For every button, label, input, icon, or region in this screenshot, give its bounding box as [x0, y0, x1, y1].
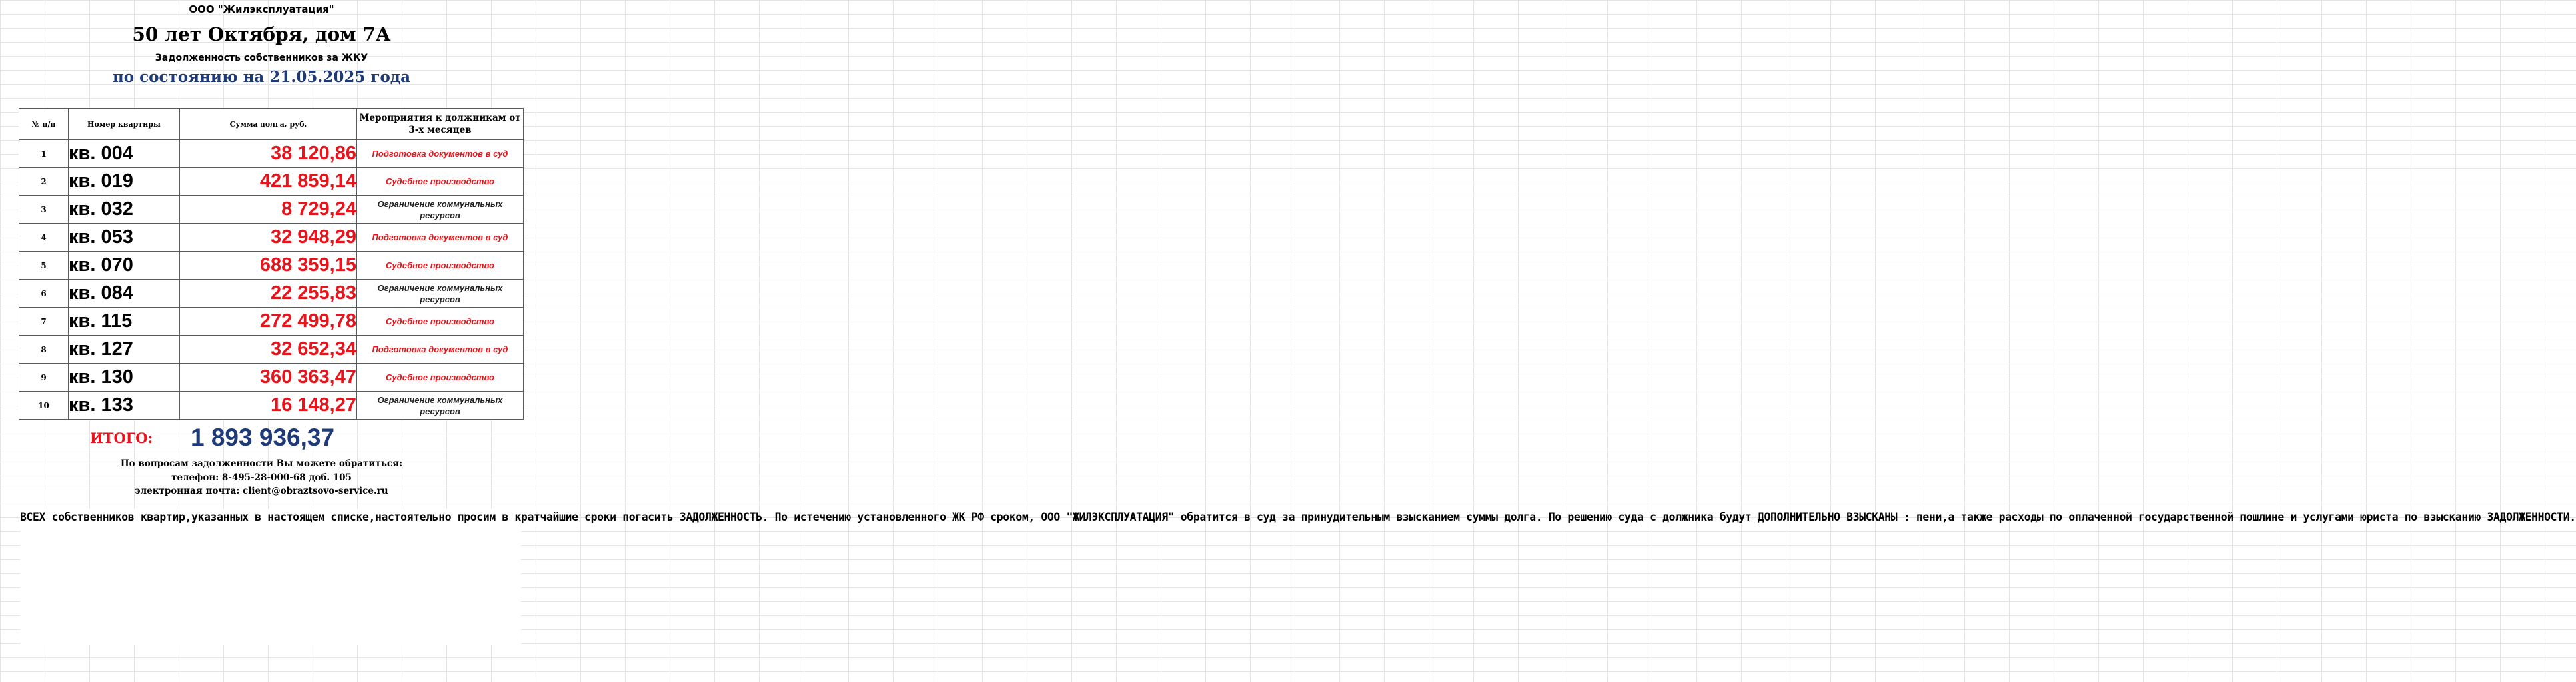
table-row	[19, 308, 524, 336]
debt-amount: 16 148,27	[180, 392, 357, 420]
row-number: 2	[19, 168, 69, 196]
notice-text: ВСЕХ собственников квартир,указанных в настоящем списке,настоятельно просим в кратчайшие сроки погасить ЗАДОЛЖЕННОСТЬ. По истечению установленного ЖК РФ сроком, ООО "ЖИЛЭКСПЛУАТАЦИЯ" обратится в суд за принудительным взысканием суммы долга. По решению суда с должника будут ДОПОЛНИТЕЛЬНО ВЗЫСКАНЫ : пени,а также расходы по оплаченной государственной пошлине и услугами юриста по взысканию ЗАДОЛЖЕННОСТИ.	[20, 511, 2576, 523]
table-row	[19, 364, 524, 392]
debt-measure: Судебное производство	[357, 308, 524, 336]
table-row	[19, 168, 524, 196]
apartment-number: кв. 130	[69, 364, 180, 392]
table-header-row	[19, 109, 524, 140]
debt-measure: Подготовка документов в суд	[357, 224, 524, 252]
contact-intro: По вопросам задолженности Вы можете обратиться:	[120, 458, 403, 469]
column-header-apartment: Номер квартиры	[69, 109, 180, 140]
total-value: 1 893 936,37	[191, 424, 335, 451]
debt-measure: Подготовка документов в суд	[357, 336, 524, 364]
debt-measure: Судебное производство	[357, 252, 524, 280]
apartment-number: кв. 127	[69, 336, 180, 364]
row-number: 10	[19, 392, 69, 420]
debt-amount: 421 859,14	[180, 168, 357, 196]
apartment-number: кв. 070	[69, 252, 180, 280]
debt-amount: 272 499,78	[180, 308, 357, 336]
debt-amount: 32 948,29	[180, 224, 357, 252]
table-row	[19, 196, 524, 224]
report-date: по состоянию на 21.05.2025 года	[112, 68, 411, 86]
apartment-number: кв. 004	[69, 140, 180, 168]
debt-measure: Подготовка документов в суд	[357, 140, 524, 168]
apartment-number: кв. 133	[69, 392, 180, 420]
contact-phone: телефон: 8-495-28-000-68 доб. 105	[171, 472, 352, 483]
row-number: 8	[19, 336, 69, 364]
debtors-table	[19, 108, 524, 420]
debt-measure: Судебное производство	[357, 168, 524, 196]
table-row	[19, 140, 524, 168]
apartment-number: кв. 115	[69, 308, 180, 336]
column-header-measures-text: Мероприятия к должникам от 3-х месяцев	[359, 113, 521, 135]
table-row	[19, 392, 524, 420]
row-number: 3	[19, 196, 69, 224]
notice-box	[20, 509, 2576, 645]
debt-amount: 38 120,86	[180, 140, 357, 168]
debt-amount: 22 255,83	[180, 280, 357, 308]
table-row	[19, 336, 524, 364]
row-number: 9	[19, 364, 69, 392]
apartment-number: кв. 084	[69, 280, 180, 308]
row-number: 5	[19, 252, 69, 280]
column-header-num: № п/п	[19, 109, 69, 140]
apartment-number: кв. 019	[69, 168, 180, 196]
column-header-measures	[357, 109, 524, 140]
building-address: 50 лет Октября, дом 7А	[132, 23, 391, 45]
table-row	[19, 224, 524, 252]
debt-measure: Ограничение коммунальных ресурсов	[357, 392, 524, 420]
row-number: 1	[19, 140, 69, 168]
contact-email: электронная почта: client@obraztsovo-service.ru	[135, 486, 388, 496]
debt-amount: 32 652,34	[180, 336, 357, 364]
total-label: ИТОГО:	[90, 430, 153, 446]
debt-measure: Ограничение коммунальных ресурсов	[357, 196, 524, 224]
debt-measure: Судебное производство	[357, 364, 524, 392]
debt-amount: 688 359,15	[180, 252, 357, 280]
row-number: 4	[19, 224, 69, 252]
report-subtitle: Задолженность собственников за ЖКУ	[155, 53, 368, 63]
table-body	[19, 140, 524, 420]
column-header-amount: Сумма долга, руб.	[180, 109, 357, 140]
apartment-number: кв. 053	[69, 224, 180, 252]
row-number: 6	[19, 280, 69, 308]
row-number: 7	[19, 308, 69, 336]
debt-amount: 8 729,24	[180, 196, 357, 224]
debt-measure: Ограничение коммунальных ресурсов	[357, 280, 524, 308]
company-name: ООО "Жилэксплуатация"	[189, 3, 334, 15]
debt-amount: 360 363,47	[180, 364, 357, 392]
table-row	[19, 252, 524, 280]
table-row	[19, 280, 524, 308]
apartment-number: кв. 032	[69, 196, 180, 224]
